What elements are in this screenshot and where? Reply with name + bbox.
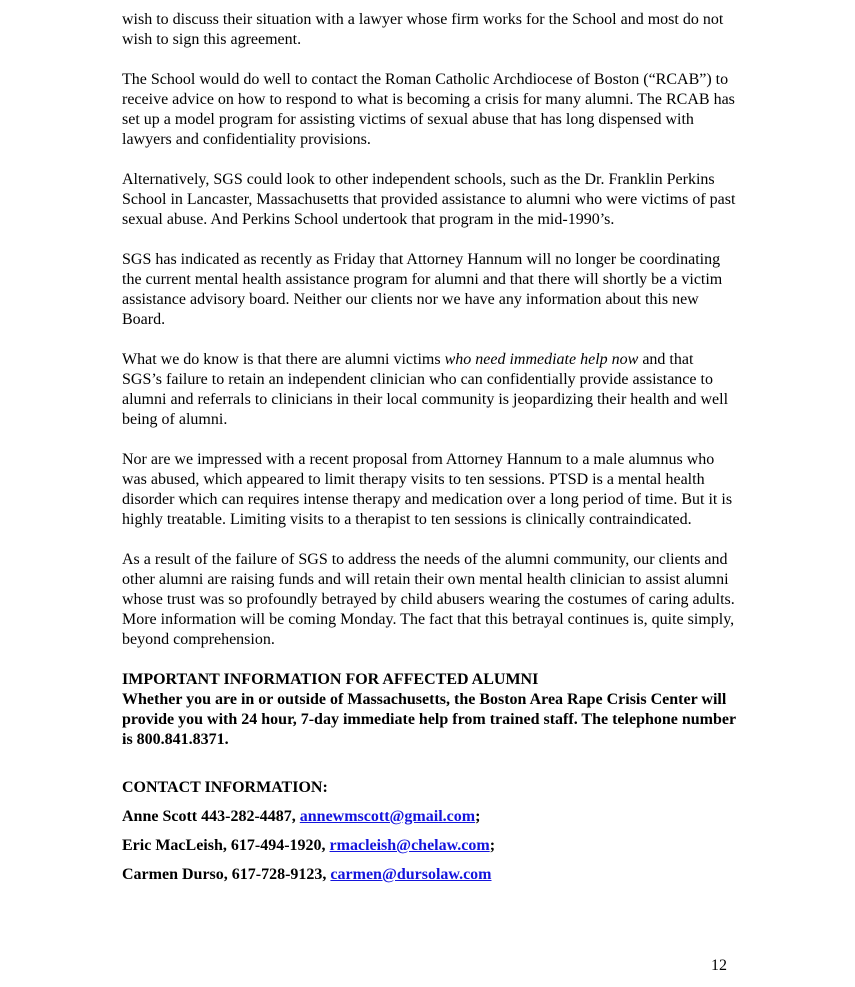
contact-information-heading: CONTACT INFORMATION: (122, 779, 328, 796)
paragraph-continuation: wish to discuss their situation with a lawyer whose firm works for the School and most do not wish to sign this agreement. (122, 11, 724, 48)
contact-suffix: ; (475, 808, 481, 825)
email-link-eric-macleish[interactable]: rmacleish@chelaw.com (329, 837, 490, 854)
paragraph-ptsd: Nor are we impressed with a recent proposal from Attorney Hannum to a male alumnus who was abused, which appeared to limit therapy visits to ten sessions. PTSD is a mental health disorder which can requires intense therapy and medication over a long period of time. But it is highly treatable. Limiting visits to a therapist to ten sessions is clinically contraindicated. (122, 451, 733, 528)
document-page (122, 10, 736, 885)
page-number: 12 (711, 957, 727, 974)
paragraph-immediate-help-post: and that SGS’s failure to retain an independent clinician who can confidentially provide assistance to alumni and referrals to clinicians in their local community is jeopardizing their health and well being of alumni. (122, 351, 729, 428)
paragraph-raising-funds: As a result of the failure of SGS to address the needs of the alumni community, our clients and other alumni are raising funds and will retain their own mental health clinician to assist alumni whose trust was so profoundly betrayed by child abusers wearing the costumes of caring adults. More information will be coming Monday. The fact that this betrayal continues is, quite simply, beyond comprehension. (122, 551, 735, 648)
contact-line-carmen-durso (122, 865, 736, 885)
important-information-heading: IMPORTANT INFORMATION FOR AFFECTED ALUMNI (122, 671, 539, 688)
paragraph-immediate-help-pre: What we do know is that there are alumni victims (122, 351, 445, 368)
italic-phrase: who need immediate help now (444, 351, 639, 368)
paragraph-immediate-help (122, 350, 736, 430)
paragraph-perkins-school: Alternatively, SGS could look to other independent schools, such as the Dr. Franklin Perkins School in Lancaster, Massachusetts that provided assistance to alumni who were victims of past sexual abuse. And Perkins School undertook that program in the mid-1990’s. (122, 171, 736, 228)
contact-suffix: ; (489, 837, 496, 854)
email-link-carmen-durso[interactable]: carmen@dursolaw.com (330, 866, 492, 883)
important-information-body: Whether you are in or outside of Massachusetts, the Boston Area Rape Crisis Center will provide you with 24 hour, 7-day immediate help from trained staff. The telephone number is 800.841.8371. (122, 691, 736, 748)
important-information-section (122, 670, 736, 750)
contact-line-eric-macleish (122, 836, 736, 856)
contact-line-anne-scott (122, 807, 736, 827)
contact-name-phone: Anne Scott 443-282-4487, (122, 808, 300, 825)
contact-name-phone: Eric MacLeish, 617-494-1920, (122, 837, 330, 854)
contact-name-phone: Carmen Durso, 617-728-9123, (122, 866, 331, 883)
paragraph-advisory-board: SGS has indicated as recently as Friday that Attorney Hannum will no longer be coordinating the current mental health assistance program for alumni and that there will shortly be a victim assistance advisory board. Neither our clients nor we have any information about this new Board. (122, 251, 723, 328)
paragraph-rcab: The School would do well to contact the Roman Catholic Archdiocese of Boston (“RCAB”) to receive advice on how to respond to what is becoming a crisis for many alumni. The RCAB has set up a model program for assisting victims of sexual abuse that has long dispensed with lawyers and confidentiality provisions. (122, 71, 735, 148)
email-link-anne-scott[interactable]: annewmscott@gmail.com (299, 808, 476, 825)
